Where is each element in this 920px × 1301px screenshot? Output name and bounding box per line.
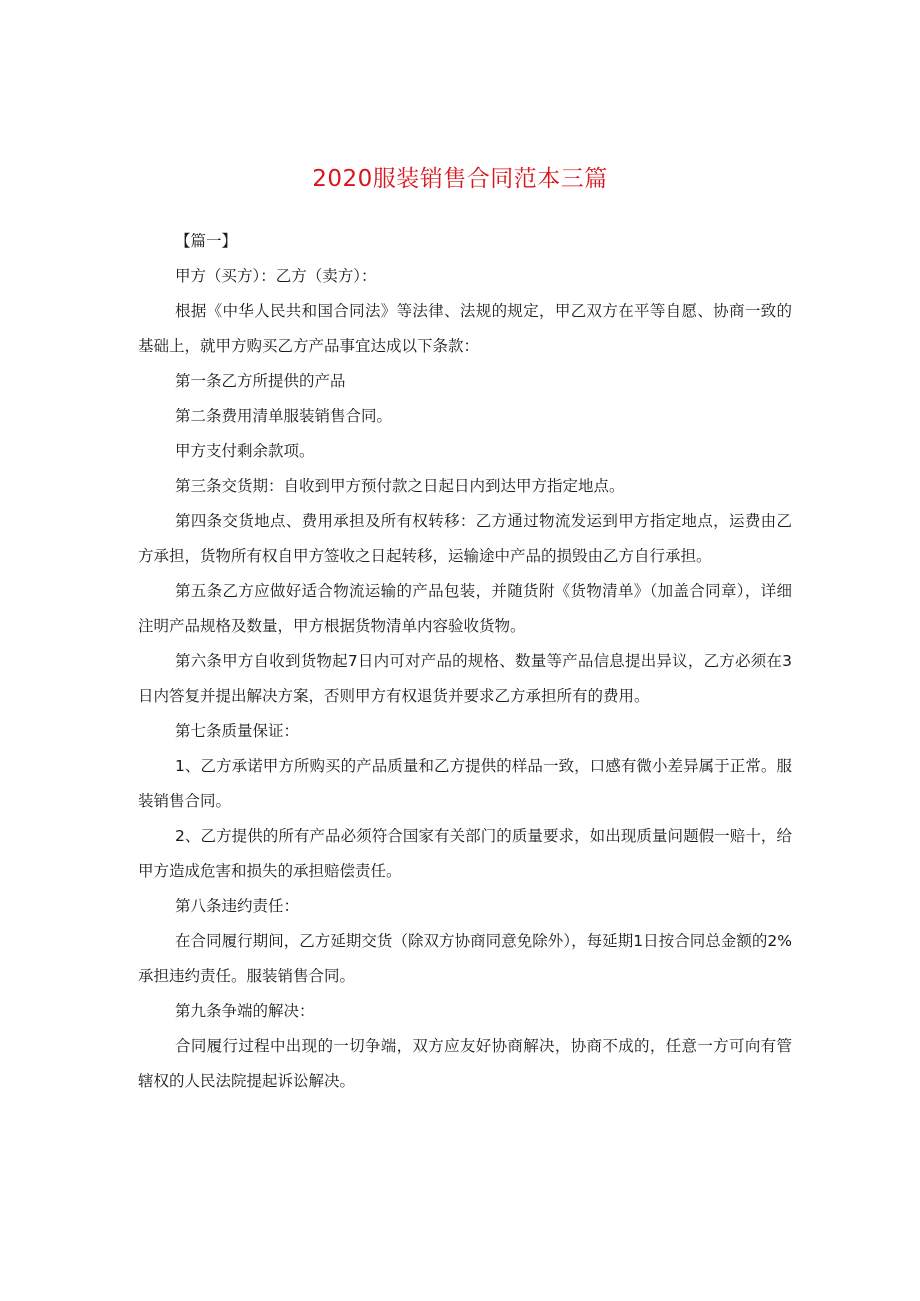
payment-line: 甲方支付剩余款项。 — [175, 442, 315, 460]
article-2: 第二条费用清单服装销售合同。 — [175, 407, 393, 425]
article-8-heading: 第八条违约责任： — [175, 897, 300, 915]
article-3: 第三条交货期：自收到甲方预付款之日起日内到达甲方指定地点。 — [175, 477, 625, 495]
article-9-heading: 第九条争端的解决： — [175, 1002, 315, 1020]
section-heading: 【篇一】 — [175, 232, 238, 250]
article-6: 第六条甲方自收到货物起7日内可对产品的规格、数量等产品信息提出异议，乙方必须在3日内答复并提出解决方案，否则甲方有权退货并要求乙方承担所有的费用。 — [138, 652, 792, 705]
article-7-item-2: 2、乙方提供的所有产品必须符合国家有关部门的质量要求，如出现质量问题假一赔十，给甲方造成危害和损失的承担赔偿责任。 — [138, 827, 792, 880]
preamble-paragraph: 根据《中华人民共和国合同法》等法律、法规的规定，甲乙双方在平等自愿、协商一致的基础上，就甲方购买乙方产品事宜达成以下条款： — [138, 302, 792, 355]
document-body — [138, 224, 792, 1099]
article-7-heading: 第七条质量保证： — [175, 722, 300, 740]
article-8-body: 在合同履行期间，乙方延期交货（除双方协商同意免除外），每延期1日按合同总金额的2%承担违约责任。服装销售合同。 — [138, 932, 792, 985]
article-9-body: 合同履行过程中出现的一切争端，双方应友好协商解决，协商不成的，任意一方可向有管辖权的人民法院提起诉讼解决。 — [138, 1037, 792, 1090]
article-4: 第四条交货地点、费用承担及所有权转移：乙方通过物流发运到甲方指定地点，运费由乙方承担，货物所有权自甲方签收之日起转移，运输途中产品的损毁由乙方自行承担。 — [138, 512, 792, 565]
parties-line: 甲方（买方）：乙方（卖方）： — [175, 267, 377, 285]
document-title: 2020服装销售合同范本三篇 — [312, 166, 608, 192]
article-7-item-1: 1、乙方承诺甲方所购买的产品质量和乙方提供的样品一致，口感有微小差异属于正常。服装销售合同。 — [138, 757, 792, 810]
article-1: 第一条乙方所提供的产品 — [175, 372, 346, 390]
article-5: 第五条乙方应做好适合物流运输的产品包装，并随货附《货物清单》（加盖合同章），详细注明产品规格及数量，甲方根据货物清单内容验收货物。 — [138, 582, 792, 635]
